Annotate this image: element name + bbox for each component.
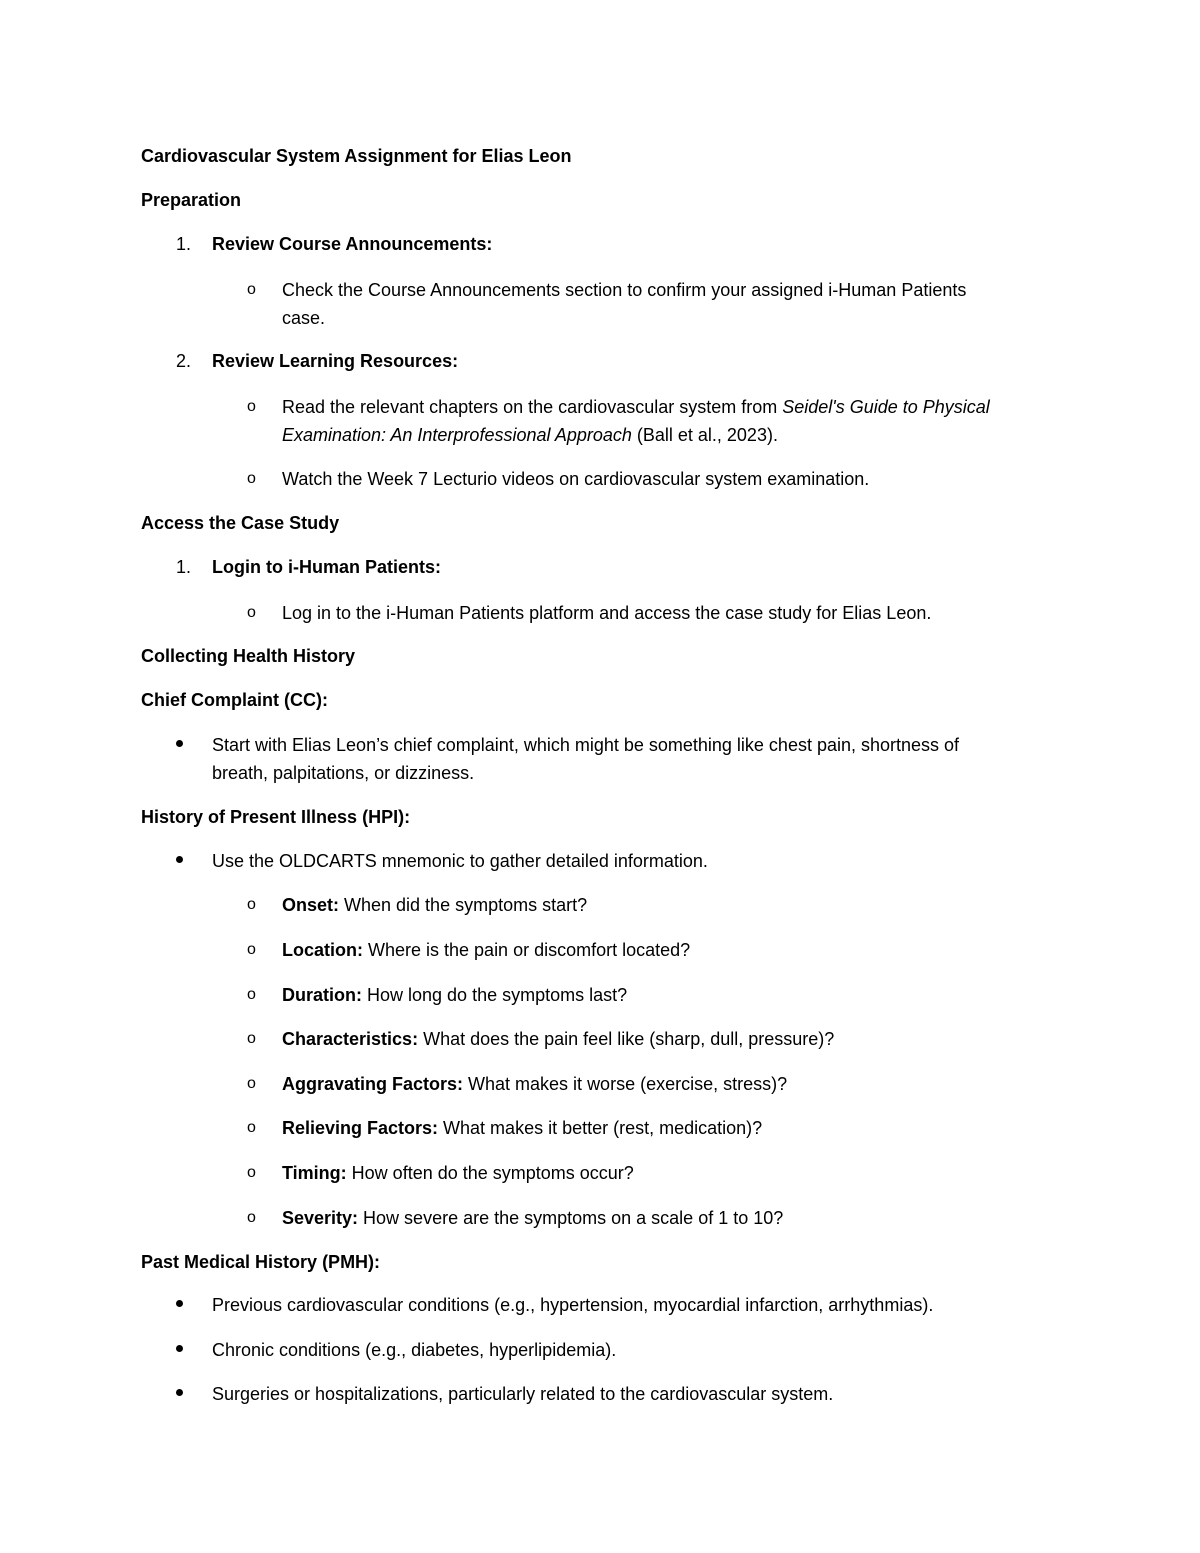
sub-bullet-marker: o [247, 604, 256, 621]
section-heading-preparation: Preparation [141, 190, 242, 210]
oldcarts-label: Relieving Factors: [282, 1118, 439, 1138]
bullet-text: Start with Elias Leon’s chief complaint, which might be something like chest pain, shortness of [212, 735, 960, 755]
list-item-label: Login to i-Human Patients: [212, 557, 441, 577]
sub-bullet-marker: o [247, 1164, 256, 1181]
section-heading-pmh: Past Medical History (PMH): [141, 1252, 381, 1272]
book-title-continued: Examination: An Interprofessional Approach [282, 425, 632, 445]
oldcarts-question: How often do the symptoms occur? [346, 1163, 634, 1183]
oldcarts-severity [282, 1206, 783, 1230]
oldcarts-duration [282, 983, 627, 1007]
oldcarts-onset [282, 893, 587, 917]
oldcarts-label: Duration: [282, 985, 362, 1005]
sub-bullet-text: Watch the Week 7 Lecturio videos on cardiovascular system examination. [282, 469, 870, 489]
bullet-text: Use the OLDCARTS mnemonic to gather detailed information. [212, 851, 708, 871]
oldcarts-label: Severity: [282, 1208, 359, 1228]
section-heading-cc: Chief Complaint (CC): [141, 690, 328, 710]
bullet-text: Previous cardiovascular conditions (e.g., hypertension, myocardial infarction, arrhythmias). [212, 1295, 934, 1315]
sub-bullet-marker: o [247, 1209, 256, 1226]
sub-bullet-text-plain: Read the relevant chapters on the cardiovascular system from [282, 397, 783, 417]
sub-bullet-marker: o [247, 941, 256, 958]
oldcarts-label: Aggravating Factors: [282, 1074, 464, 1094]
citation: (Ball et al., 2023). [631, 425, 778, 445]
oldcarts-timing [282, 1161, 634, 1185]
sub-bullet-marker: o [247, 1030, 256, 1047]
sub-bullet-marker: o [247, 1119, 256, 1136]
sub-bullet-text-continued [282, 423, 778, 447]
book-title: Seidel's Guide to Physical [782, 397, 990, 417]
oldcarts-question: What does the pain feel like (sharp, dull, pressure)? [418, 1029, 835, 1049]
section-heading-hpi: History of Present Illness (HPI): [141, 807, 411, 827]
oldcarts-label: Onset: [282, 895, 340, 915]
bullet-text: Chronic conditions (e.g., diabetes, hyperlipidemia). [212, 1340, 617, 1360]
list-item-label: Review Course Announcements: [212, 234, 493, 254]
sub-bullet-marker: o [247, 281, 256, 298]
bullet-dot [176, 740, 183, 747]
list-number: 1. [176, 234, 192, 254]
oldcarts-question: Where is the pain or discomfort located? [363, 940, 691, 960]
section-heading-access: Access the Case Study [141, 513, 340, 533]
bullet-dot [176, 856, 183, 863]
sub-bullet-marker: o [247, 986, 256, 1003]
oldcarts-question: When did the symptoms start? [339, 895, 588, 915]
sub-bullet-marker: o [247, 470, 256, 487]
sub-bullet-marker: o [247, 1075, 256, 1092]
list-number: 2. [176, 351, 192, 371]
oldcarts-label: Timing: [282, 1163, 347, 1183]
sub-bullet-marker: o [247, 896, 256, 913]
oldcarts-label: Location: [282, 940, 363, 960]
oldcarts-label: Characteristics: [282, 1029, 419, 1049]
oldcarts-question: How long do the symptoms last? [362, 985, 628, 1005]
sub-bullet-text: Check the Course Announcements section to confirm your assigned i-Human Patients [282, 280, 967, 300]
oldcarts-question: How severe are the symptoms on a scale of 1 to 10? [358, 1208, 784, 1228]
list-number: 1. [176, 557, 192, 577]
bullet-text: Surgeries or hospitalizations, particularly related to the cardiovascular system. [212, 1384, 834, 1404]
oldcarts-location [282, 938, 690, 962]
sub-bullet-marker: o [247, 398, 256, 415]
section-heading-collecting: Collecting Health History [141, 646, 356, 666]
list-item-label: Review Learning Resources: [212, 351, 459, 371]
oldcarts-characteristics [282, 1027, 834, 1051]
sub-bullet-text [282, 395, 990, 419]
oldcarts-aggravating [282, 1072, 787, 1096]
sub-bullet-text: Log in to the i-Human Patients platform and access the case study for Elias Leon. [282, 603, 932, 623]
sub-bullet-text-continued: case. [282, 308, 326, 328]
oldcarts-question: What makes it worse (exercise, stress)? [463, 1074, 788, 1094]
bullet-dot [176, 1389, 183, 1396]
oldcarts-relieving [282, 1116, 762, 1140]
oldcarts-question: What makes it better (rest, medication)? [438, 1118, 763, 1138]
bullet-dot [176, 1345, 183, 1352]
bullet-text-continued: breath, palpitations, or dizziness. [212, 763, 475, 783]
document-title: Cardiovascular System Assignment for Elias Leon [141, 146, 572, 166]
bullet-dot [176, 1300, 183, 1307]
